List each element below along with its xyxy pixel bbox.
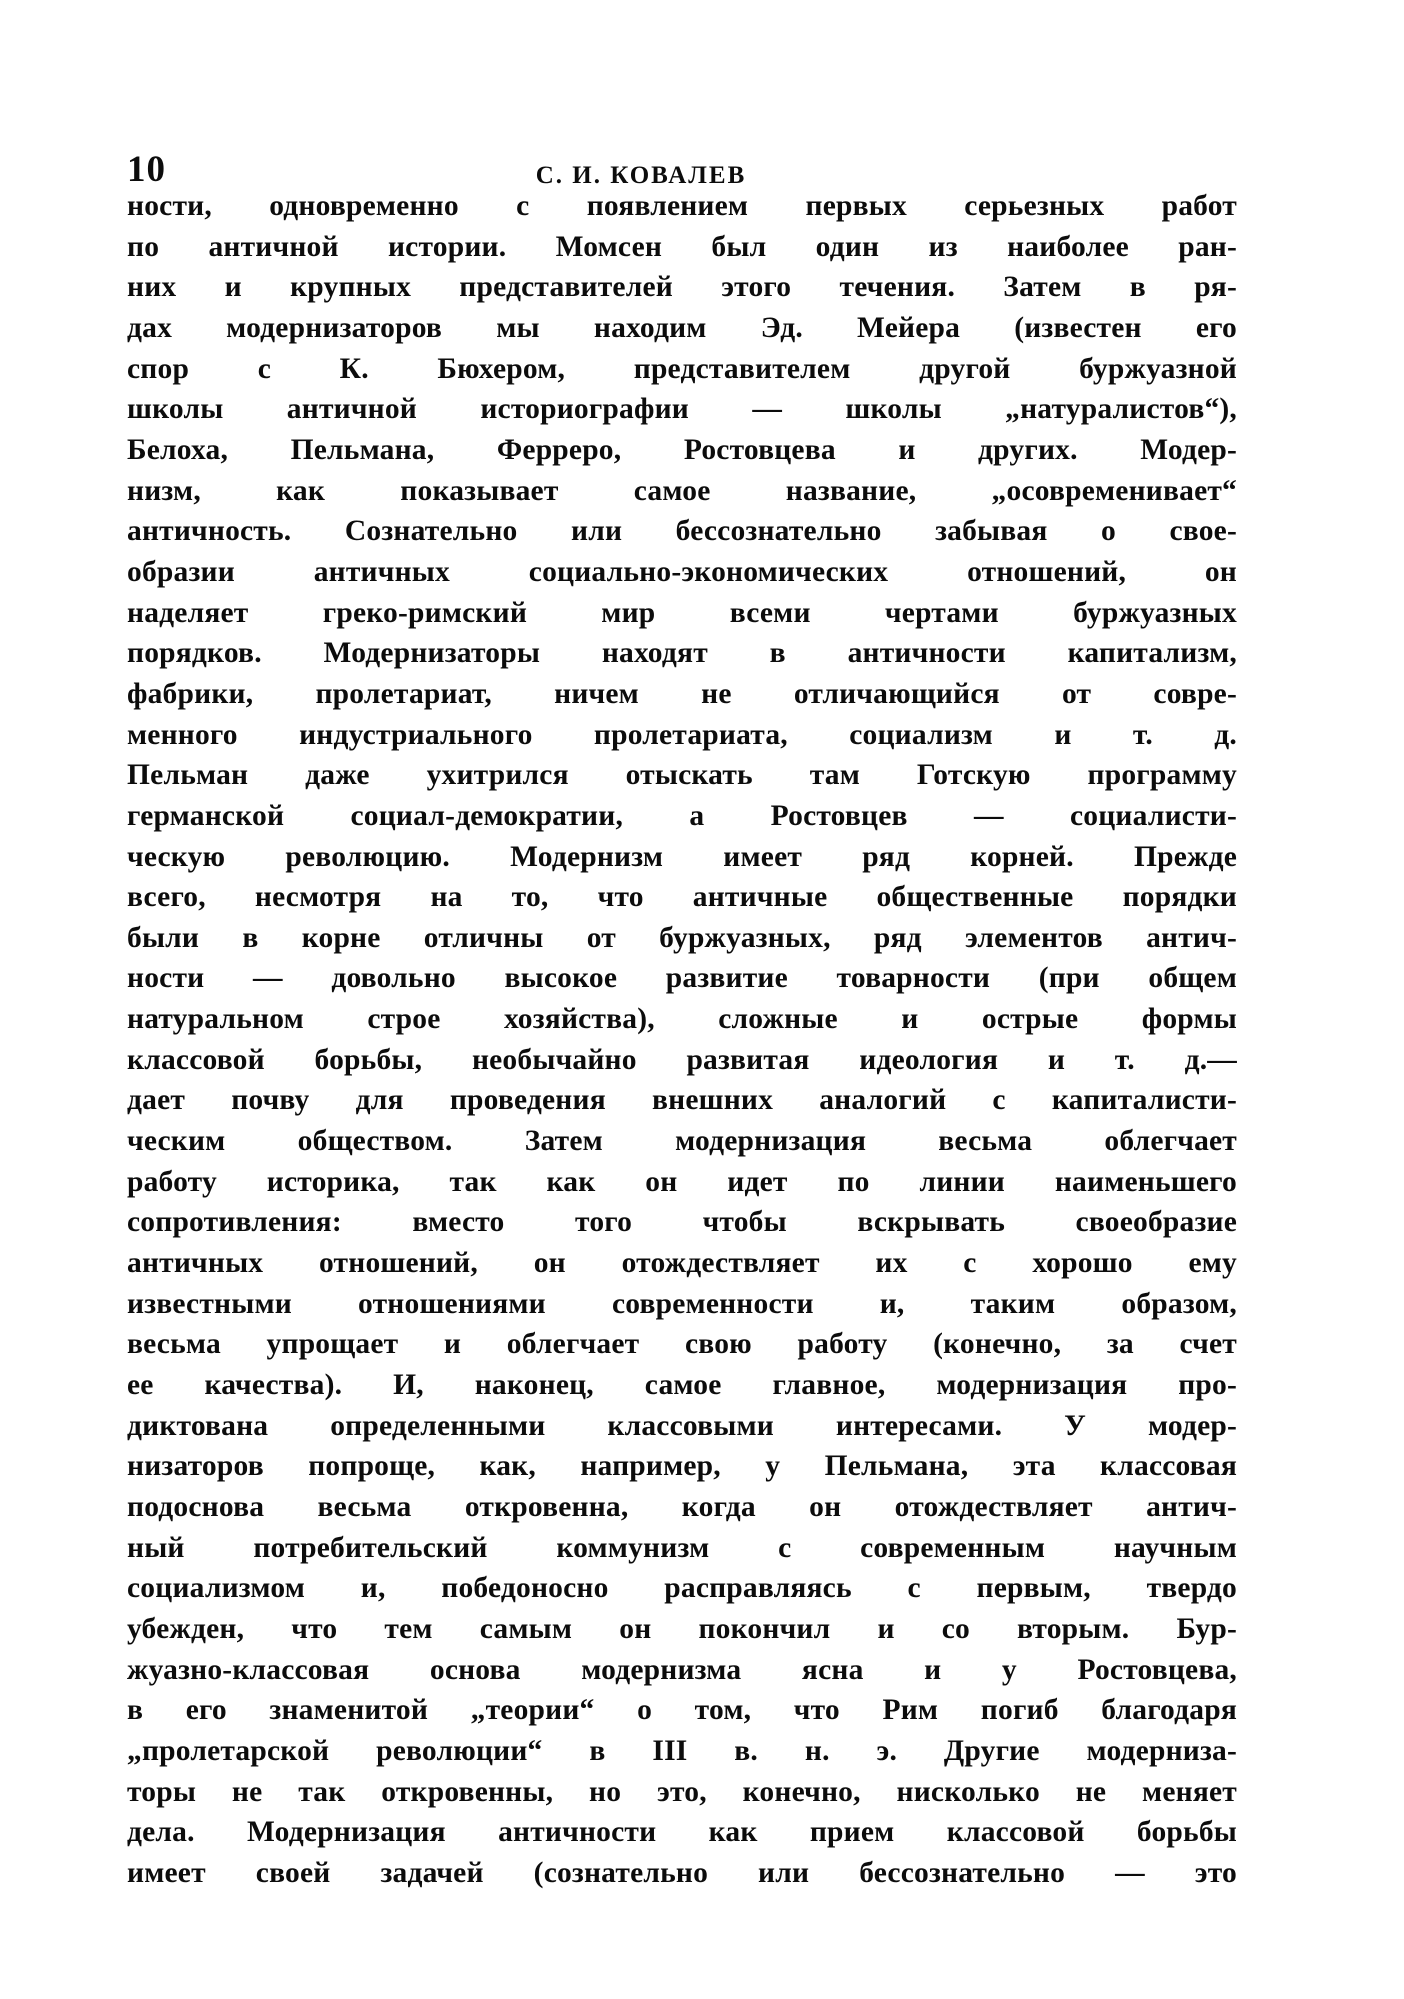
body-text — [127, 186, 1237, 1894]
text-line: торы не так откровенны, но это, конечно, нисколько не меняет — [127, 1775, 1237, 1808]
text-line: низм, как показывает самое название, „осовременивает“ — [127, 474, 1237, 507]
text-line: „пролетарской революции“ в III в. н. э. Другие модерниза- — [127, 1734, 1237, 1767]
text-line: наделяет греко-римский мир всеми чертами буржуазных — [127, 596, 1237, 629]
text-line: имеет своей задачей (сознательно или бессознательно — это — [127, 1856, 1237, 1889]
text-line: были в корне отличны от буржуазных, ряд элементов антич- — [127, 921, 1237, 954]
text-line: дела. Модернизация античности как прием классовой борьбы — [127, 1816, 1237, 1849]
text-line: фабрики, пролетариат, ничем не отличающийся от совре- — [127, 677, 1237, 710]
text-line: них и крупных представителей этого течения. Затем в ря- — [127, 271, 1237, 304]
text-line: натуральном строе хозяйства), сложные и острые формы — [127, 1003, 1237, 1036]
running-header: С. И. КОВАЛЕВ — [535, 162, 747, 189]
text-line: менного индустриального пролетариата, социализм и т. д. — [127, 718, 1237, 751]
text-line: социализмом и, победоносно расправляясь с первым, твердо — [127, 1572, 1237, 1605]
text-line: подоснова весьма откровенна, когда он отождествляет антич- — [127, 1491, 1237, 1523]
text-line: убежден, что тем самым он покончил и со вторым. Бур- — [127, 1612, 1237, 1645]
text-line: Белоха, Пельмана, Ферреро, Ростовцева и других. Модер- — [127, 433, 1237, 466]
text-line: весьма упрощает и облегчает свою работу (конечно, за счет — [127, 1328, 1237, 1361]
text-line: известными отношениями современности и, таким образом, — [127, 1287, 1237, 1320]
text-line: Пельман даже ухитрился отыскать там Готскую программу — [127, 759, 1237, 792]
text-line: ности, одновременно с появлением первых серьезных работ — [127, 190, 1237, 222]
text-line: классовой борьбы, необычайно развитая идеология и т. д.— — [127, 1043, 1237, 1076]
page-number: 10 — [127, 149, 166, 190]
text-line: ее качества). И, наконец, самое главное, модернизация про- — [127, 1369, 1237, 1402]
text-line: античность. Сознательно или бессознательно забывая о свое- — [127, 515, 1237, 548]
text-line: дах модернизаторов мы находим Эд. Мейера (известен его — [127, 311, 1237, 344]
text-line: низаторов попроще, как, например, у Пельмана, эта классовая — [127, 1450, 1237, 1483]
text-line: работу историка, так как он идет по линии наименьшего — [127, 1165, 1237, 1198]
text-line: античных отношений, он отождествляет их с хорошо ему — [127, 1247, 1237, 1280]
text-line: дает почву для проведения внешних аналогий с капиталисти- — [127, 1084, 1237, 1117]
text-line: ческую революцию. Модернизм имеет ряд корней. Прежде — [127, 840, 1237, 873]
text-line: сопротивления: вместо того чтобы вскрывать своеобразие — [127, 1206, 1237, 1239]
text-line: школы античной историографии — школы „натуралистов“), — [127, 393, 1237, 426]
text-line: жуазно-классовая основа модернизма ясна и у Ростовцева, — [127, 1653, 1237, 1686]
text-line: ческим обществом. Затем модернизация весьма облегчает — [127, 1125, 1237, 1158]
text-line: диктована определенными классовыми интересами. У модер- — [127, 1409, 1237, 1442]
text-line: германской социал-демократии, а Ростовцев — социалисти- — [127, 799, 1237, 832]
text-line: всего, несмотря на то, что античные общественные порядки — [127, 881, 1237, 914]
text-line: порядков. Модернизаторы находят в античности капитализм, — [127, 637, 1237, 670]
text-line: образии античных социально-экономических отношений, он — [127, 555, 1237, 588]
text-line: ности — довольно высокое развитие товарности (при общем — [127, 962, 1237, 995]
text-line: в его знаменитой „теории“ о том, что Рим погиб благодаря — [127, 1694, 1237, 1727]
text-line: спор с К. Бюхером, представителем другой буржуазной — [127, 352, 1237, 385]
text-line: ный потребительский коммунизм с современным научным — [127, 1531, 1237, 1564]
text-line: по античной истории. Момсен был один из наиболее ран- — [127, 230, 1237, 263]
